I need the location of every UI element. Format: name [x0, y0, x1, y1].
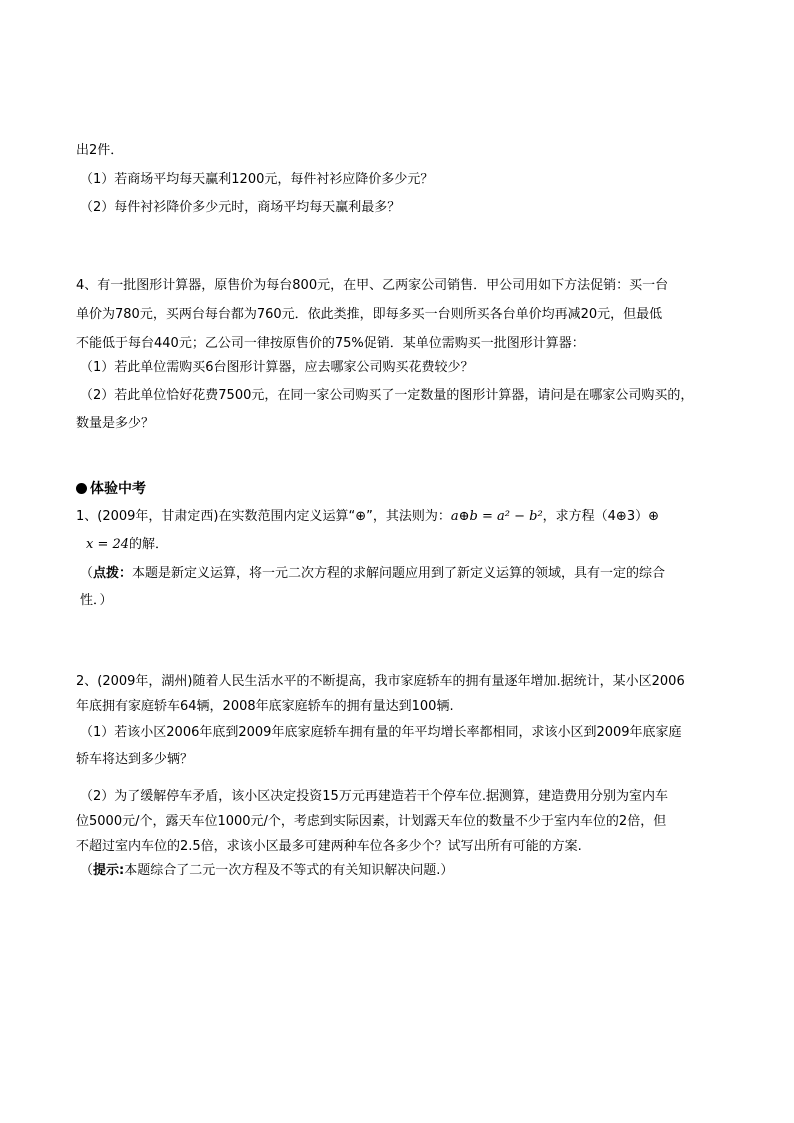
text-line: （1）若此单位需购买6台图形计算器，应去哪家公司购买花费较少？ [80, 360, 474, 375]
text-line: 轿车将达到多少辆？ [76, 752, 194, 767]
text-line: 年底拥有家庭轿车64辆，2008年底家庭轿车的拥有量达到100辆. [76, 699, 454, 714]
hint-label: 提示: [93, 863, 125, 878]
text-line: 性．） [80, 593, 113, 608]
text-line: （2）每件衬衫降价多少元时，商场平均每天赢利最多？ [80, 200, 401, 215]
formula: a⊕b = a² − b² [450, 509, 543, 524]
text-line: 位5000元/个，露天车位1000元/个，考虑到实际因素，计划露天车位的数量不少于室内车位的2倍，但 [76, 814, 667, 829]
text-line: （2）若此单位恰好花费7500元，在同一家公司购买了一定数量的图形计算器，请问是在哪家公司购买的， [80, 388, 694, 403]
hint-line: （点拨：本题是新定义运算，将一元二次方程的求解问题应用到了新定义运算的领域，具有一定的综合 [80, 566, 666, 581]
text-line: 不能低于每台440元；乙公司一律按原售价的75%促销．某单位需购买一批图形计算器： [76, 336, 585, 351]
text-line: 单价为780元，买两台每台都为760元．依此类推，即每多买一台则所买各台单价均再减20元，但最低 [76, 307, 663, 322]
text-line [86, 535, 168, 555]
text-span: 的解． [129, 537, 169, 552]
text-span: 本题综合了二元一次方程及不等式的有关知识解决问题.） [124, 863, 454, 878]
text-span: 1、(2009年，甘肃定西)在实数范围内定义运算“⊕”，其法则为： [76, 509, 451, 524]
bullet-icon [76, 483, 87, 494]
text-line: （1）若该小区2006年底到2009年底家庭轿车拥有量的年平均增长率都相同，求该小区到2009年底家庭 [80, 725, 682, 740]
text-line [76, 507, 659, 527]
hint-line: （提示:本题综合了二元一次方程及不等式的有关知识解决问题.） [80, 863, 454, 878]
text-line: 4、有一批图形计算器，原售价为每台800元，在甲、乙两家公司销售．甲公司用如下方法促销：买一台 [76, 278, 669, 293]
text-line: 数量是多少？ [76, 416, 155, 431]
text-span: ，求方程（4⊕3）⊕ [542, 509, 659, 524]
text-line: 不超过室内车位的2.5倍，求该小区最多可建两种车位各多少个？试写出所有可能的方案. [76, 839, 582, 854]
text-line: 2、(2009年，湖州)随着人民生活水平的不断提高，我市家庭轿车的拥有量逐年增加.据统计，某小区2006 [76, 674, 685, 689]
text-span: 本题是新定义运算，将一元二次方程的求解问题应用到了新定义运算的领域，具有一定的综合 [132, 566, 666, 581]
text-line: （1）若商场平均每天赢利1200元，每件衬衫应降价多少元？ [80, 172, 434, 187]
text-line: 出2件． [76, 143, 124, 158]
formula: x = 24 [86, 537, 130, 552]
section-title: 体验中考 [90, 481, 146, 497]
section-heading [76, 479, 146, 499]
hint-label: 点拨： [93, 566, 133, 581]
text-line: （2）为了缓解停车矛盾，该小区决定投资15万元再建造若干个停车位.据测算，建造费用分别为室内车 [80, 789, 668, 804]
